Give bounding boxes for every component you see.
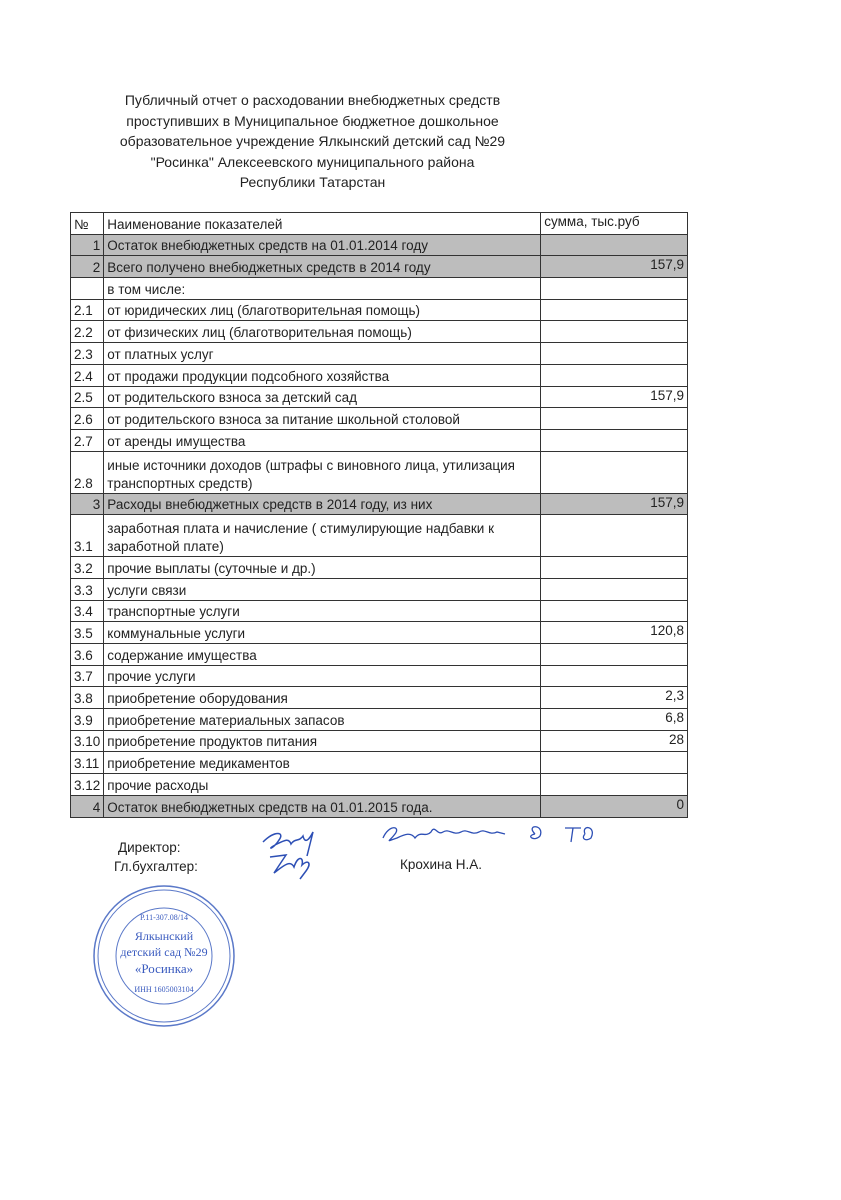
table-row — [71, 451, 688, 493]
header-sum: сумма, тыс.руб — [541, 213, 688, 235]
table-row — [71, 774, 688, 796]
row-sum — [541, 408, 688, 430]
row-name: приобретение медикаментов — [104, 752, 541, 774]
row-name: коммунальные услуги — [104, 622, 541, 644]
row-sum — [541, 515, 688, 557]
stamp-registration: Р.11-307.08/14 — [139, 913, 189, 922]
row-number: 3.2 — [71, 557, 104, 579]
row-sum: 157,9 — [541, 386, 688, 408]
table-row — [71, 321, 688, 343]
row-sum — [541, 234, 688, 256]
table-row — [71, 644, 688, 666]
table-row — [71, 299, 688, 321]
row-number: 2.1 — [71, 299, 104, 321]
row-name: от физических лиц (благотворительная помощь) — [104, 321, 541, 343]
row-sum: 2,3 — [541, 687, 688, 709]
row-sum: 120,8 — [541, 622, 688, 644]
row-number: 2.6 — [71, 408, 104, 430]
row-name: приобретение продуктов питания — [104, 730, 541, 752]
row-name: от платных услуг — [104, 343, 541, 365]
stamp-name-line: детский сад №29 — [120, 945, 208, 959]
row-number: 3.5 — [71, 622, 104, 644]
table-header — [71, 213, 688, 235]
stamp-name-line: «Росинка» — [134, 961, 194, 976]
row-sum — [541, 665, 688, 687]
row-name: от юридических лиц (благотворительная помощь) — [104, 299, 541, 321]
row-sum — [541, 299, 688, 321]
table-row — [71, 515, 688, 557]
row-name: транспортные услуги — [104, 600, 541, 622]
table-row — [71, 709, 688, 731]
row-number: 3.3 — [71, 578, 104, 600]
table-row — [71, 622, 688, 644]
row-name: прочие услуги — [104, 665, 541, 687]
header-num: № — [71, 213, 104, 235]
row-number: 3.6 — [71, 644, 104, 666]
title-line: проступивших в Муниципальное бюджетное дошкольное — [126, 112, 499, 129]
table-row — [71, 234, 688, 256]
row-sum: 157,9 — [541, 493, 688, 515]
row-sum — [541, 321, 688, 343]
row-sum — [541, 578, 688, 600]
title-line: "Росинка" Алексеевского муниципального района — [150, 153, 475, 170]
row-number: 3.11 — [71, 752, 104, 774]
row-number: 3.4 — [71, 600, 104, 622]
table-row — [71, 343, 688, 365]
table-row — [71, 278, 688, 300]
table-row — [71, 256, 688, 278]
title-line: Республики Татарстан — [239, 174, 386, 190]
row-sum — [541, 557, 688, 579]
row-number: 3 — [71, 493, 104, 515]
row-sum — [541, 600, 688, 622]
row-number: 2.4 — [71, 364, 104, 386]
table-row — [71, 730, 688, 752]
row-number: 3.12 — [71, 774, 104, 796]
table-row — [71, 429, 688, 451]
report-table — [70, 212, 688, 818]
accountant-label: Гл.бухгалтер: — [114, 859, 198, 874]
row-name: Остаток внебюджетных средств на 01.01.2015 года. — [104, 795, 541, 817]
stamp-inn: ИНН 1605003104 — [134, 985, 194, 994]
row-number: 2 — [71, 256, 104, 278]
row-sum — [541, 364, 688, 386]
table-row — [71, 578, 688, 600]
table-row — [71, 364, 688, 386]
row-name: от продажи продукции подсобного хозяйства — [104, 364, 541, 386]
row-name: в том числе: — [104, 278, 541, 300]
row-number: 2.7 — [71, 429, 104, 451]
row-name: заработная плата и начисление ( стимулирующие надбавки к заработной плате) — [104, 515, 541, 557]
table-row — [71, 557, 688, 579]
row-name: иные источники доходов (штрафы с виновного лица, утилизация транспортных средств) — [104, 451, 541, 493]
row-number: 2.5 — [71, 386, 104, 408]
row-name: содержание имущества — [104, 644, 541, 666]
row-sum — [541, 774, 688, 796]
table-row — [71, 408, 688, 430]
row-number — [71, 278, 104, 300]
row-number: 2.8 — [71, 451, 104, 493]
official-stamp — [92, 884, 236, 1028]
row-number: 3.7 — [71, 665, 104, 687]
row-sum — [541, 278, 688, 300]
title-line: Публичный отчет о расходовании внебюджетных средств — [124, 92, 501, 108]
row-number: 1 — [71, 234, 104, 256]
accountant-signature — [260, 845, 330, 885]
row-number: 2.2 — [71, 321, 104, 343]
table-row — [71, 386, 688, 408]
row-sum — [541, 644, 688, 666]
director-handwritten-name — [375, 820, 605, 850]
row-number: 3.1 — [71, 515, 104, 557]
row-number: 3.8 — [71, 687, 104, 709]
table-row — [71, 665, 688, 687]
row-name: прочие выплаты (суточные и др.) — [104, 557, 541, 579]
row-name: от аренды имущества — [104, 429, 541, 451]
row-sum: 28 — [541, 730, 688, 752]
table-row — [71, 493, 688, 515]
row-name: услуги связи — [104, 578, 541, 600]
row-sum — [541, 752, 688, 774]
row-number: 4 — [71, 795, 104, 817]
row-name: прочие расходы — [104, 774, 541, 796]
row-name: приобретение оборудования — [104, 687, 541, 709]
row-sum: 157,9 — [541, 256, 688, 278]
header-name: Наименование показателей — [104, 213, 541, 235]
row-number: 3.10 — [71, 730, 104, 752]
row-sum: 6,8 — [541, 709, 688, 731]
table-row — [71, 752, 688, 774]
stamp-name-line: Ялкынский — [134, 929, 194, 943]
table-row — [71, 795, 688, 817]
director-label: Директор: — [118, 840, 181, 855]
row-name: от родительского взноса за питание школьной столовой — [104, 408, 541, 430]
row-name: Всего получено внебюджетных средств в 2014 году — [104, 256, 541, 278]
row-name: Остаток внебюджетных средств на 01.01.2014 году — [104, 234, 541, 256]
row-sum: 0 — [541, 795, 688, 817]
row-name: от родительского взноса за детский сад — [104, 386, 541, 408]
row-number: 2.3 — [71, 343, 104, 365]
row-number: 3.9 — [71, 709, 104, 731]
row-sum — [541, 343, 688, 365]
row-name: приобретение материальных запасов — [104, 709, 541, 731]
row-sum — [541, 451, 688, 493]
report-title — [90, 90, 535, 193]
row-name: Расходы внебюджетных средств в 2014 году, из них — [104, 493, 541, 515]
row-sum — [541, 429, 688, 451]
table-row — [71, 600, 688, 622]
accountant-name: Крохина Н.А. — [400, 857, 482, 872]
title-line: образовательное учреждение Ялкынский детский сад №29 — [119, 133, 506, 149]
table-row — [71, 687, 688, 709]
